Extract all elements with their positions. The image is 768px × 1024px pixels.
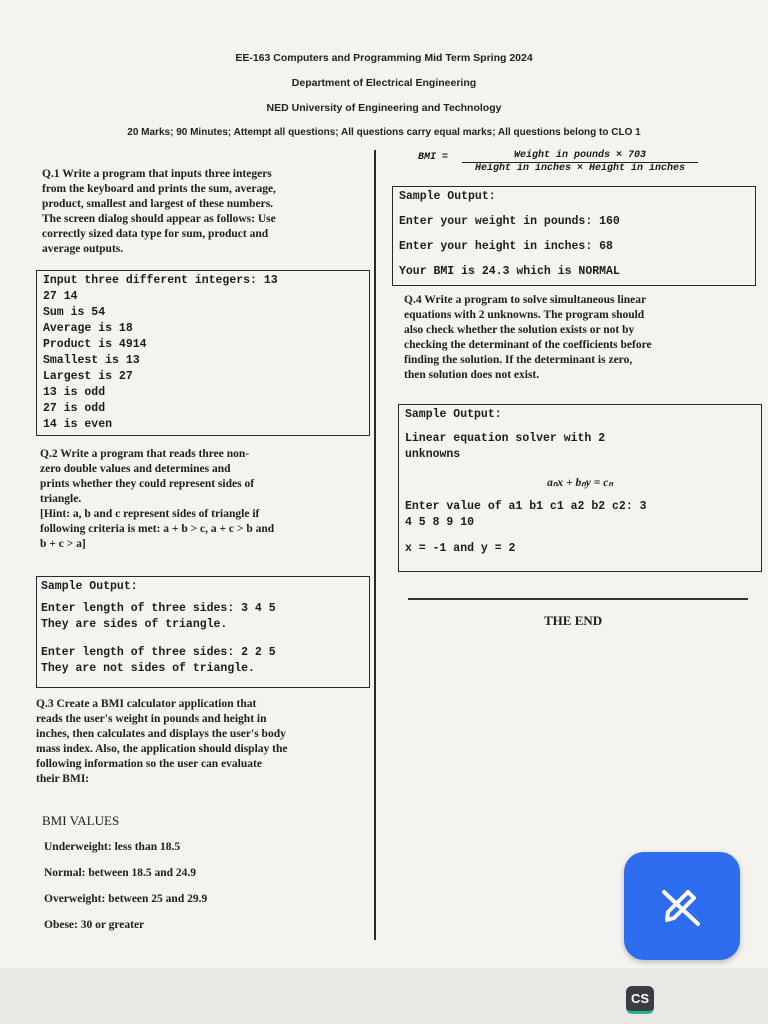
bmi-formula-denominator: Height in inches × Height in inches: [474, 163, 686, 174]
end-rule: [408, 598, 748, 600]
pen-slash-icon: [658, 882, 706, 930]
q2-sample-output: Sample Output: Enter length of three sides: 3 4 5 They are sides of triangle. Enter length of three sides: 2 2 5 They are not sides of triangle.: [36, 576, 370, 688]
bmi-value-underweight: Underweight: less than 18.5: [44, 841, 181, 853]
bmi-value-normal: Normal: between 18.5 and 24.9: [44, 867, 197, 879]
edit-fab-button[interactable]: [624, 852, 740, 960]
linear-equation: aₙx + bₙy = cₙ: [547, 477, 613, 489]
camscanner-badge: CS: [626, 986, 654, 1014]
bmi-value-obese: Obese: 30 or greater: [44, 919, 145, 931]
q4-sample-output: Sample Output: Linear equation solver with 2 unknowns aₙx + bₙy = cₙ Enter value of a1 b1 c1 a2 b2 c2: 3 4 5 8 9 10 x = -1 and y = 2: [398, 404, 762, 572]
bmi-sample-output: Sample Output: Enter your weight in pounds: 160 Enter your height in inches: 68 Your BMI is 24.3 which is NORMAL: [392, 186, 756, 286]
course-title: EE-163 Computers and Programming Mid Term Spring 2024: [235, 52, 533, 64]
bmi-value-overweight: Overweight: between 25 and 29.9: [44, 893, 208, 905]
bmi-formula-label: BMI =: [418, 152, 449, 163]
bmi-formula-numerator: Weight in pounds × 703: [462, 150, 698, 163]
question-3: Q.3 Create a BMI calculator application that reads the user's weight in pounds and height in inches, then calculates and displays the user's body mass index. Also, the application should display the following information so the user can evaluate their BMI:: [36, 698, 288, 785]
bmi-formula-fraction: [462, 150, 698, 174]
the-end-text: THE END: [544, 613, 603, 628]
exam-instructions: 20 Marks; 90 Minutes; Attempt all questions; All questions carry equal marks; All questions belong to CLO 1: [127, 127, 641, 138]
university-title: NED University of Engineering and Technology: [266, 102, 502, 114]
question-2: Q.2 Write a program that reads three non- zero double values and determines and prints whether they could represent sides of triangle. [Hint: a, b and c represent sides of triangle if following criteria is met: a + b > c, a + c > b and b + c > a]: [40, 448, 275, 550]
q1-sample-output: Input three different integers: 13 27 14 Sum is 54 Average is 18 Product is 4914 Smallest is 13 Largest is 27 13 is odd 27 is odd 14 is even: [36, 270, 370, 436]
column-divider: [374, 150, 376, 940]
question-4: Q.4 Write a program to solve simultaneous linear equations with 2 unknowns. The program should also check whether the solution exists or not by checking the determinant of the coefficients before finding the solution. If the determinant is zero, then solution does not exist.: [404, 294, 652, 381]
question-1: Q.1 Write a program that inputs three integers from the keyboard and prints the sum, average, product, smallest and largest of these numbers. The screen dialog should appear as follows: Use correctly sized data type for sum, product and average outputs.: [42, 168, 276, 255]
department-title: Department of Electrical Engineering: [291, 77, 477, 89]
bmi-values-title: BMI VALUES: [42, 813, 120, 828]
